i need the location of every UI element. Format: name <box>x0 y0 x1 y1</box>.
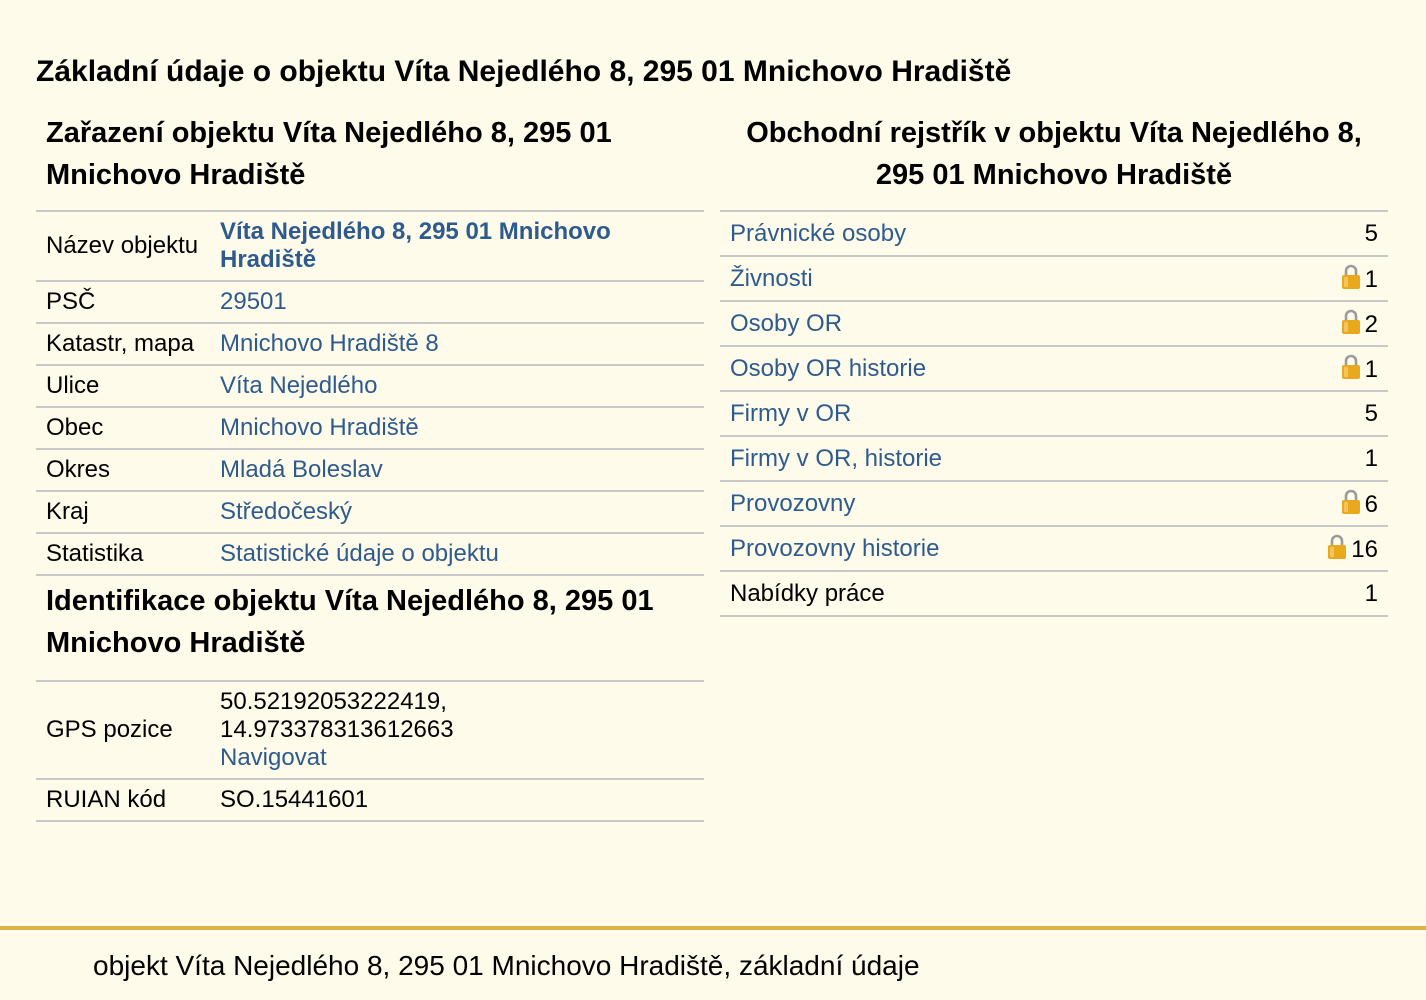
classification-table <box>36 210 704 576</box>
row-value <box>210 491 704 533</box>
lock-icon <box>1327 534 1347 560</box>
registry-table <box>720 210 1388 617</box>
row-value <box>210 407 704 449</box>
registry-item-label[interactable]: Firmy v OR <box>730 399 852 427</box>
registry-item-label[interactable]: Živnosti <box>730 264 813 292</box>
table-row <box>720 391 1388 436</box>
row-value <box>210 449 704 491</box>
table-row <box>36 281 704 323</box>
registry-count-cell <box>1232 346 1388 391</box>
registry-item-label[interactable]: Provozovny <box>730 489 856 517</box>
table-row <box>36 211 704 281</box>
registry-item-label[interactable]: Osoby OR <box>730 309 843 337</box>
district-link[interactable]: Mladá Boleslav <box>220 456 383 483</box>
psc-link[interactable]: 29501 <box>220 288 287 315</box>
table-row <box>720 481 1388 526</box>
registry-count-cell <box>1232 256 1388 301</box>
table-row <box>720 436 1388 481</box>
registry-label-cell <box>720 571 1232 616</box>
ruian-label: RUIAN kód <box>36 779 210 821</box>
ruian-value: SO.15441601 <box>210 779 704 821</box>
row-label: Název objektu <box>36 211 210 281</box>
table-row <box>720 526 1388 571</box>
table-row <box>36 779 704 821</box>
row-label: PSČ <box>36 281 210 323</box>
classification-title: Zařazení objektu Víta Nejedlého 8, 295 01 Mnichovo Hradiště <box>46 117 612 191</box>
page-title: Základní údaje o objektu Víta Nejedlého 8, 295 01 Mnichovo Hradiště <box>36 55 1012 88</box>
table-row <box>720 256 1388 301</box>
registry-count: 1 <box>1364 355 1378 383</box>
registry-label-cell <box>720 436 1232 481</box>
table-row <box>720 571 1388 616</box>
statistics-link[interactable]: Statistické údaje o objektu <box>220 540 499 567</box>
identification-table <box>36 680 704 822</box>
row-value <box>210 365 704 407</box>
object-name-link[interactable]: Víta Nejedlého 8, 295 01 Mnichovo Hradiště <box>220 218 611 273</box>
cadastre-link[interactable]: Mnichovo Hradiště 8 <box>220 330 439 357</box>
registry-item-label[interactable]: Firmy v OR, historie <box>730 444 943 472</box>
gps-lon: 14.973378313612663 <box>220 716 454 743</box>
registry-count-cell <box>1232 301 1388 346</box>
street-link[interactable]: Víta Nejedlého <box>220 372 378 399</box>
registry-label-cell <box>720 391 1232 436</box>
right-column <box>720 112 1388 617</box>
row-value <box>210 533 704 575</box>
registry-count-cell <box>1232 571 1388 616</box>
lock-icon <box>1341 264 1361 290</box>
registry-count-cell <box>1232 481 1388 526</box>
left-column <box>36 112 704 822</box>
navigate-link[interactable]: Navigovat <box>220 744 327 771</box>
registry-item-label: Nabídky práce <box>730 579 885 607</box>
registry-count: 2 <box>1364 310 1378 338</box>
footer-text: objekt Víta Nejedlého 8, 295 01 Mnichovo Hradiště, základní údaje <box>93 950 920 981</box>
registry-count-cell <box>1232 526 1388 571</box>
registry-item-label[interactable]: Provozovny historie <box>730 534 940 562</box>
table-row <box>36 449 704 491</box>
table-row <box>36 491 704 533</box>
registry-count: 16 <box>1351 535 1378 563</box>
registry-count-cell <box>1232 436 1388 481</box>
registry-item-label[interactable]: Právnické osoby <box>730 219 907 247</box>
row-label: Kraj <box>36 491 210 533</box>
row-value <box>210 281 704 323</box>
row-label: Obec <box>36 407 210 449</box>
row-label: Ulice <box>36 365 210 407</box>
registry-label-cell <box>720 211 1232 256</box>
registry-label-cell <box>720 301 1232 346</box>
row-label: Okres <box>36 449 210 491</box>
registry-count: 5 <box>1364 219 1378 247</box>
footer-divider <box>0 926 1426 930</box>
registry-count: 1 <box>1364 265 1378 293</box>
row-value <box>210 323 704 365</box>
row-label: Statistika <box>36 533 210 575</box>
table-row <box>720 211 1388 256</box>
gps-lat: 50.52192053222419, <box>220 688 447 715</box>
registry-count: 5 <box>1364 399 1378 427</box>
table-row <box>36 407 704 449</box>
gps-value <box>210 681 704 779</box>
table-row <box>36 681 704 779</box>
registry-item-label[interactable]: Osoby OR historie <box>730 354 927 382</box>
registry-count: 1 <box>1364 579 1378 607</box>
table-row <box>36 365 704 407</box>
registry-count: 6 <box>1364 490 1378 518</box>
registry-label-cell <box>720 256 1232 301</box>
lock-icon <box>1341 354 1361 380</box>
registry-title: Obchodní rejstřík v objektu Víta Nejedlého 8, 295 01 Mnichovo Hradiště <box>746 117 1362 191</box>
table-row <box>36 533 704 575</box>
lock-icon <box>1341 309 1361 335</box>
registry-count-cell <box>1232 211 1388 256</box>
table-row <box>720 346 1388 391</box>
registry-label-cell <box>720 481 1232 526</box>
registry-label-cell <box>720 346 1232 391</box>
gps-label: GPS pozice <box>36 681 210 779</box>
registry-count: 1 <box>1364 444 1378 472</box>
municipality-link[interactable]: Mnichovo Hradiště <box>220 414 419 441</box>
row-label: Katastr, mapa <box>36 323 210 365</box>
row-value <box>210 211 704 281</box>
registry-label-cell <box>720 526 1232 571</box>
lock-icon <box>1341 489 1361 515</box>
table-row <box>36 323 704 365</box>
registry-count-cell <box>1232 391 1388 436</box>
table-row <box>720 301 1388 346</box>
region-link[interactable]: Středočeský <box>220 498 353 525</box>
identification-title: Identifikace objektu Víta Nejedlého 8, 295 01 Mnichovo Hradiště <box>46 585 654 659</box>
